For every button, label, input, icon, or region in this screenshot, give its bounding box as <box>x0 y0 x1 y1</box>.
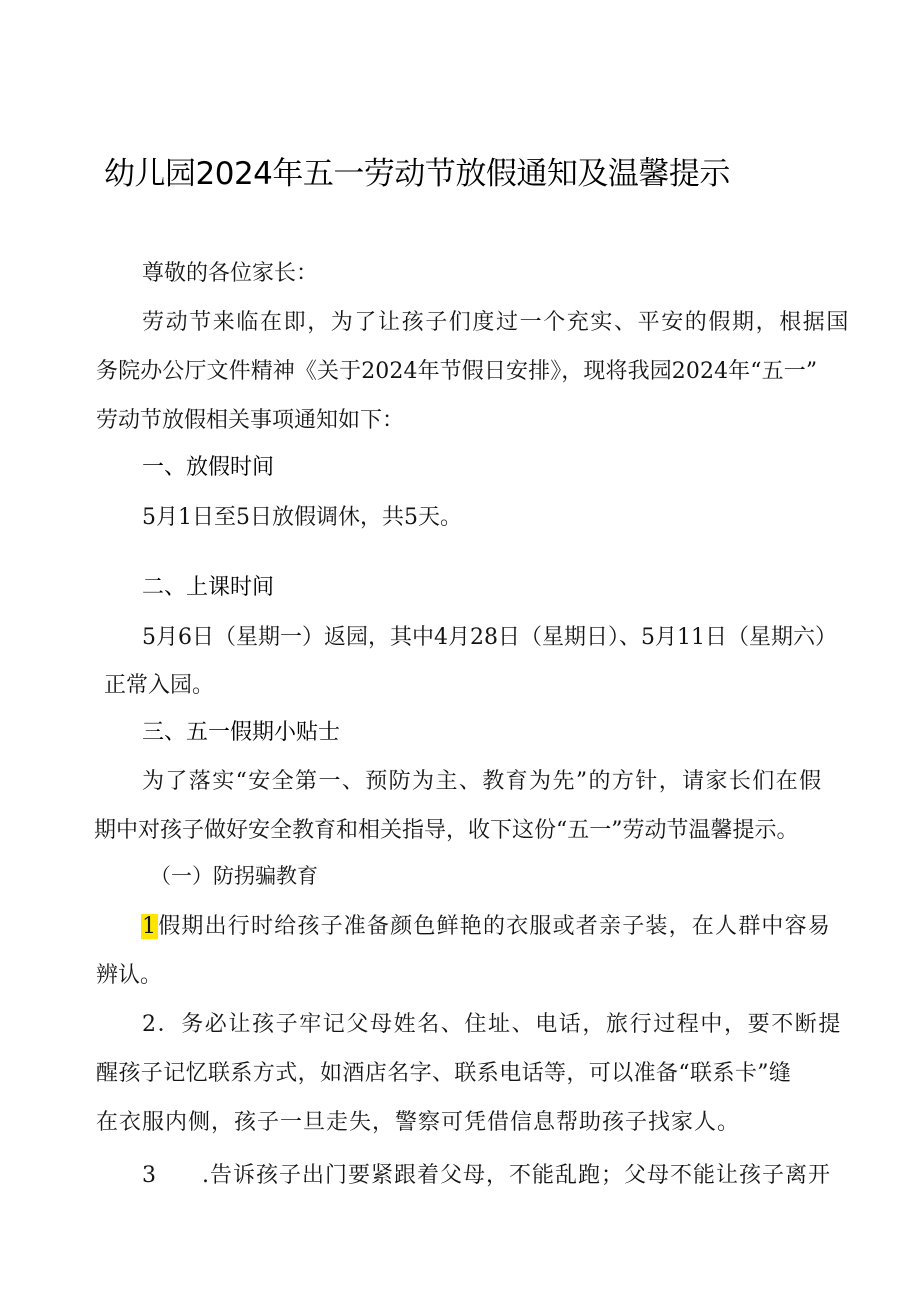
section-2-body-line-2: 正常入园。 <box>104 673 215 698</box>
item-2-line-2: 醒孩子记忆联系方式，如酒店名字、联系电话等，可以准备“联系卡”缝 <box>96 1061 792 1086</box>
item-3-number: 3 <box>142 1163 156 1188</box>
item-3-line-1 <box>142 1158 831 1189</box>
section-3-body-line-2: 期中对孩子做好安全教育和相关指导，收下这份“五一”劳动节温馨提示。 <box>94 818 799 843</box>
item-1-text: 假期出行时给孩子准备颜色鲜艳的衣服或者亲子装，在人群中容易 <box>158 914 832 939</box>
item-1-line-1 <box>141 909 831 940</box>
item-2-line-3: 在衣服内侧，孩子一旦走失，警察可凭借信息帮助孩子找家人。 <box>96 1110 741 1135</box>
item-2-line-1 <box>142 1007 842 1038</box>
section-3-heading: 三、五一假期小贴士 <box>142 720 341 745</box>
item-3-text: .告诉孩子出门要紧跟着父母，不能乱跑；父母不能让孩子离开 <box>202 1163 831 1188</box>
intro-line-2: 务院办公厅文件精神《关于2024年节假日安排》，现将我园2024年“五一” <box>96 359 818 384</box>
item-2-number: 2 <box>142 1012 158 1037</box>
subheading-anti-abduction: （一）防拐骗教育 <box>150 864 318 888</box>
section-1-body: 5月1日至5日放假调休，共5天。 <box>142 505 462 530</box>
section-2-body-line-1: 5月6日（星期一）返园，其中4月28日（星期日）、5月11日（星期六） <box>142 625 837 650</box>
intro-line-3: 劳动节放假相关事项通知如下： <box>96 408 405 433</box>
document-title: 幼儿园2024年五一劳动节放假通知及温馨提示 <box>104 156 730 192</box>
intro-line-1: 劳动节来临在即，为了让孩子们度过一个充实、平安的假期，根据国 <box>142 310 851 335</box>
item-2-text: ．务必让孩子牢记父母姓名、住址、电话，旅行过程中，要不断提 <box>157 1012 843 1037</box>
salutation: 尊敬的各位家长： <box>142 261 319 286</box>
section-2-heading: 二、上课时间 <box>142 575 275 600</box>
item-1-number: 1 <box>142 914 158 939</box>
item-1-line-2: 辨认。 <box>96 963 163 988</box>
section-3-body-line-1: 为了落实“安全第一、预防为主、教育为先”的方针，请家长们在假 <box>142 769 823 794</box>
section-1-heading: 一、放假时间 <box>142 455 275 480</box>
